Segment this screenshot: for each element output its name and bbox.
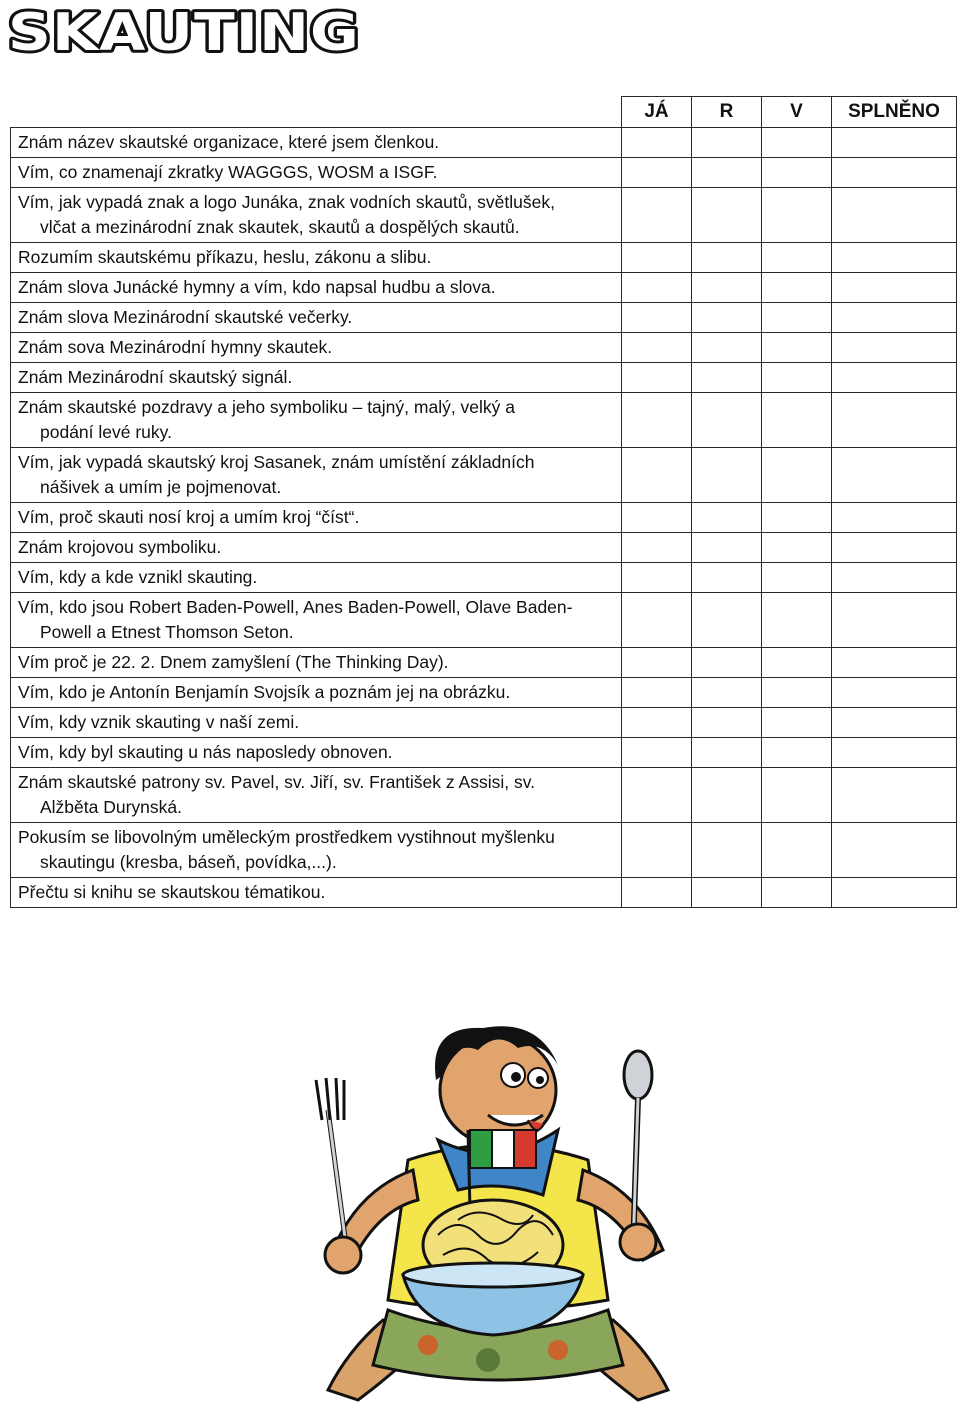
check-cell-splneno[interactable] (832, 708, 957, 738)
scout-cartoon-illustration (288, 1020, 708, 1403)
check-cell-v[interactable] (762, 878, 832, 908)
checklist-item-text (11, 188, 622, 243)
item-line: Vím, kdy a kde vznikl skauting. (18, 567, 258, 587)
item-line: Vím proč je 22. 2. Dnem zamyšlení (The Thinking Day). (18, 652, 449, 672)
check-cell-r[interactable] (692, 333, 762, 363)
check-cell-v[interactable] (762, 363, 832, 393)
item-line: Znám slova Junácké hymny a vím, kdo napsal hudbu a slova. (18, 277, 496, 297)
item-line: Vím, jak vypadá skautský kroj Sasanek, znám umístění základních (18, 452, 535, 472)
item-line: Vím, kdo jsou Robert Baden-Powell, Anes Baden-Powell, Olave Baden- (18, 597, 573, 617)
checklist-item-text (11, 678, 622, 708)
check-cell-ja[interactable] (622, 273, 692, 303)
check-cell-v[interactable] (762, 768, 832, 823)
check-cell-splneno[interactable] (832, 188, 957, 243)
item-line: Znám krojovou symboliku. (18, 537, 222, 557)
checklist-item-text (11, 823, 622, 878)
item-line: Znám slova Mezinárodní skautské večerky. (18, 307, 353, 327)
check-cell-splneno[interactable] (832, 333, 957, 363)
check-cell-ja[interactable] (622, 878, 692, 908)
checklist-item-text (11, 503, 622, 533)
header-row (11, 97, 957, 128)
check-cell-ja[interactable] (622, 648, 692, 678)
checklist-row (11, 303, 957, 333)
item-line: Vím, jak vypadá znak a logo Junáka, znak vodních skautů, světlušek, (18, 192, 555, 212)
page-title-text: SKAUTING (8, 3, 360, 60)
checklist-row (11, 533, 957, 563)
item-line: Vím, co znamenají zkratky WAGGGS, WOSM a ISGF. (18, 162, 438, 182)
checklist-row (11, 593, 957, 648)
page-title (4, 2, 366, 60)
check-cell-ja[interactable] (622, 188, 692, 243)
checklist-row (11, 128, 957, 158)
checklist-row (11, 708, 957, 738)
check-cell-r[interactable] (692, 363, 762, 393)
item-line-continuation: nášivek a umím je pojmenovat. (40, 477, 282, 497)
checklist-item-text (11, 393, 622, 448)
item-line-continuation: Powell a Etnest Thomson Seton. (40, 622, 294, 642)
check-cell-ja[interactable] (622, 503, 692, 533)
check-cell-splneno[interactable] (832, 738, 957, 768)
header-splneno: SPLNĚNO (832, 97, 957, 128)
check-cell-r[interactable] (692, 243, 762, 273)
check-cell-ja[interactable] (622, 363, 692, 393)
check-cell-v[interactable] (762, 823, 832, 878)
check-cell-v[interactable] (762, 708, 832, 738)
checklist-row (11, 768, 957, 823)
header-ja: JÁ (622, 97, 692, 128)
check-cell-ja[interactable] (622, 708, 692, 738)
header-v: V (762, 97, 832, 128)
item-line: Pokusím se libovolným uměleckým prostředkem vystihnout myšlenku (18, 827, 555, 847)
checklist-row (11, 448, 957, 503)
check-cell-splneno[interactable] (832, 823, 957, 878)
check-cell-ja[interactable] (622, 533, 692, 563)
check-cell-splneno[interactable] (832, 533, 957, 563)
check-cell-r[interactable] (692, 708, 762, 738)
check-cell-v[interactable] (762, 393, 832, 448)
checklist-row (11, 363, 957, 393)
check-cell-r[interactable] (692, 273, 762, 303)
check-cell-r[interactable] (692, 393, 762, 448)
item-line: Vím, kdy vznik skauting v naší zemi. (18, 712, 300, 732)
checklist-item-text (11, 878, 622, 908)
item-line: Vím, kdy byl skauting u nás naposledy obnoven. (18, 742, 393, 762)
item-line-continuation: Alžběta Durynská. (40, 797, 183, 817)
header-blank (11, 97, 622, 128)
check-cell-splneno[interactable] (832, 273, 957, 303)
checklist-item-text (11, 273, 622, 303)
checklist-row (11, 243, 957, 273)
checklist-item-text (11, 448, 622, 503)
check-cell-r[interactable] (692, 738, 762, 768)
checklist-row (11, 188, 957, 243)
checklist-item-text (11, 533, 622, 563)
check-cell-ja[interactable] (622, 678, 692, 708)
checklist-row (11, 393, 957, 448)
check-cell-splneno[interactable] (832, 503, 957, 533)
item-line: Vím, kdo je Antonín Benjamín Svojsík a poznám jej na obrázku. (18, 682, 511, 702)
item-line-continuation: vlčat a mezinárodní znak skautek, skautů a dospělých skautů. (40, 217, 520, 237)
check-cell-r[interactable] (692, 648, 762, 678)
checklist-item-text (11, 158, 622, 188)
check-cell-ja[interactable] (622, 333, 692, 363)
checklist-table (10, 96, 957, 908)
check-cell-splneno[interactable] (832, 878, 957, 908)
checklist-item-text (11, 128, 622, 158)
check-cell-v[interactable] (762, 158, 832, 188)
check-cell-r[interactable] (692, 563, 762, 593)
check-cell-ja[interactable] (622, 243, 692, 273)
check-cell-r[interactable] (692, 678, 762, 708)
check-cell-r[interactable] (692, 158, 762, 188)
fork-icon (316, 1078, 348, 1260)
check-cell-ja[interactable] (622, 768, 692, 823)
checklist-row (11, 878, 957, 908)
checklist-row (11, 503, 957, 533)
check-cell-ja[interactable] (622, 593, 692, 648)
checklist-row (11, 563, 957, 593)
checklist-item-text (11, 593, 622, 648)
check-cell-v[interactable] (762, 533, 832, 563)
check-cell-ja[interactable] (622, 823, 692, 878)
check-cell-v[interactable] (762, 678, 832, 708)
check-cell-ja[interactable] (622, 393, 692, 448)
check-cell-splneno[interactable] (832, 243, 957, 273)
check-cell-v[interactable] (762, 738, 832, 768)
check-cell-r[interactable] (692, 533, 762, 563)
item-line: Přečtu si knihu se skautskou tématikou. (18, 882, 326, 902)
check-cell-ja[interactable] (622, 303, 692, 333)
check-cell-splneno[interactable] (832, 593, 957, 648)
check-cell-splneno[interactable] (832, 768, 957, 823)
check-cell-splneno[interactable] (832, 678, 957, 708)
check-cell-splneno[interactable] (832, 563, 957, 593)
check-cell-splneno[interactable] (832, 363, 957, 393)
check-cell-v[interactable] (762, 448, 832, 503)
check-cell-r[interactable] (692, 188, 762, 243)
check-cell-splneno[interactable] (832, 648, 957, 678)
check-cell-v[interactable] (762, 333, 832, 363)
item-line: Vím, proč skauti nosí kroj a umím kroj “číst“. (18, 507, 360, 527)
check-cell-r[interactable] (692, 878, 762, 908)
check-cell-r[interactable] (692, 768, 762, 823)
checklist-row (11, 678, 957, 708)
header-r: R (692, 97, 762, 128)
checklist-item-text (11, 303, 622, 333)
checklist-item-text (11, 768, 622, 823)
check-cell-splneno[interactable] (832, 448, 957, 503)
item-line: Rozumím skautskému příkazu, heslu, zákonu a slibu. (18, 247, 432, 267)
checklist-item-text (11, 648, 622, 678)
checklist-item-text (11, 708, 622, 738)
item-line: Znám Mezinárodní skautský signál. (18, 367, 293, 387)
check-cell-r[interactable] (692, 128, 762, 158)
check-cell-v[interactable] (762, 563, 832, 593)
check-cell-r[interactable] (692, 593, 762, 648)
check-cell-v[interactable] (762, 648, 832, 678)
check-cell-v[interactable] (762, 503, 832, 533)
checklist-row (11, 158, 957, 188)
checklist-item-text (11, 363, 622, 393)
checklist-row (11, 648, 957, 678)
checklist-row (11, 273, 957, 303)
head-shape (435, 1026, 558, 1145)
check-cell-ja[interactable] (622, 738, 692, 768)
checklist-item-text (11, 333, 622, 363)
item-line: Znám skautské pozdravy a jeho symboliku – tajný, malý, velký a (18, 397, 516, 417)
item-line-continuation: skautingu (kresba, báseň, povídka,...). (40, 852, 337, 872)
check-cell-ja[interactable] (622, 128, 692, 158)
check-cell-v[interactable] (762, 303, 832, 333)
check-cell-v[interactable] (762, 273, 832, 303)
check-cell-splneno[interactable] (832, 128, 957, 158)
check-cell-ja[interactable] (622, 158, 692, 188)
check-cell-v[interactable] (762, 128, 832, 158)
check-cell-splneno[interactable] (832, 303, 957, 333)
item-line-continuation: podání levé ruky. (40, 422, 172, 442)
check-cell-r[interactable] (692, 303, 762, 333)
item-line: Znám skautské patrony sv. Pavel, sv. Jiří, sv. František z Assisi, sv. (18, 772, 536, 792)
check-cell-r[interactable] (692, 503, 762, 533)
item-line: Znám sova Mezinárodní hymny skautek. (18, 337, 333, 357)
checklist-item-text (11, 243, 622, 273)
check-cell-splneno[interactable] (832, 158, 957, 188)
check-cell-v[interactable] (762, 593, 832, 648)
check-cell-r[interactable] (692, 448, 762, 503)
checklist-row (11, 333, 957, 363)
checklist-row (11, 823, 957, 878)
check-cell-v[interactable] (762, 188, 832, 243)
check-cell-splneno[interactable] (832, 393, 957, 448)
check-cell-ja[interactable] (622, 563, 692, 593)
checklist-row (11, 738, 957, 768)
check-cell-ja[interactable] (622, 448, 692, 503)
item-line: Znám název skautské organizace, které jsem členkou. (18, 132, 440, 152)
checklist-item-text (11, 738, 622, 768)
check-cell-v[interactable] (762, 243, 832, 273)
checklist-item-text (11, 563, 622, 593)
check-cell-r[interactable] (692, 823, 762, 878)
